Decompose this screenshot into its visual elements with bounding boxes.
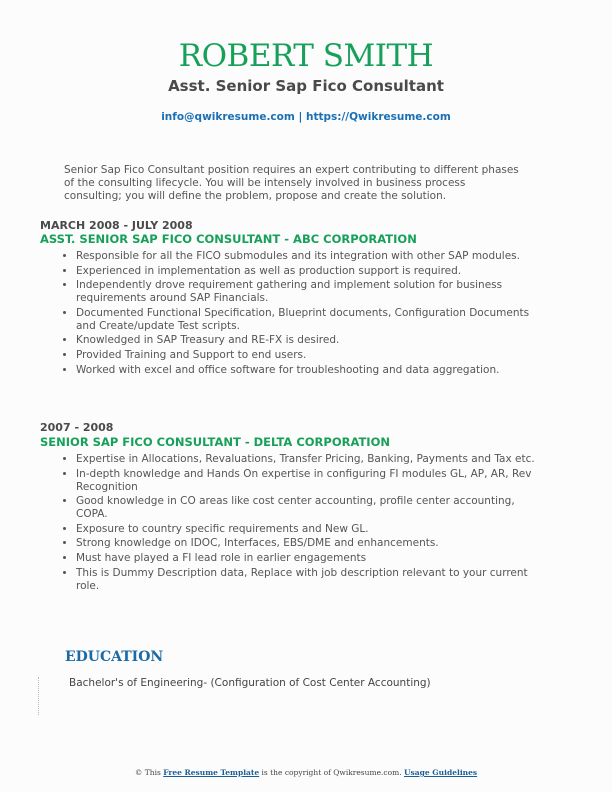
education-heading: EDUCATION [65, 649, 164, 665]
list-item: • Documented Functional Specification, Blueprint documents, Configuration Documents and Create/update Test scripts. [76, 307, 536, 333]
list-item: • Responsible for all the FICO submodules and its integration with other SAP modules. [76, 250, 536, 263]
divider [38, 677, 39, 715]
job-title: ASST. SENIOR SAP FICO CONSULTANT - ABC CORPORATION [40, 232, 417, 246]
job-dates: 2007 - 2008 [40, 421, 114, 434]
job-title: SENIOR SAP FICO CONSULTANT - DELTA CORPORATION [40, 435, 390, 449]
list-item: • Exposure to country specific requirements and New GL. [76, 523, 536, 536]
job-dates: MARCH 2008 - JULY 2008 [40, 219, 193, 232]
list-item: • Expertise in Allocations, Revaluations, Transfer Pricing, Banking, Payments and Tax etc. [76, 453, 536, 466]
job-bullets [62, 250, 536, 378]
list-item: • Knowledged in SAP Treasury and RE-FX is desired. [76, 334, 536, 347]
list-item: • Experienced in implementation as well as production support is required. [76, 265, 536, 278]
footer-text: is the copyright of Qwikresume.com. [259, 768, 405, 777]
list-item: • Worked with excel and office software for troubleshooting and data aggregation. [76, 364, 536, 377]
usage-guidelines-link[interactable]: Usage Guidelines [404, 768, 478, 777]
education-entry: Bachelor's of Engineering- (Configuration of Cost Center Accounting) [69, 677, 431, 689]
list-item: • Strong knowledge on IDOC, Interfaces, EBS/DME and enhancements. [76, 537, 536, 550]
list-item: • Must have played a FI lead role in earlier engagements [76, 552, 536, 565]
list-item: • Independently drove requirement gathering and implement solution for business requirements around SAP Financials. [76, 279, 536, 305]
contact-line [0, 111, 612, 123]
email-link[interactable]: info@qwikresume.com [161, 111, 295, 123]
list-item: • This is Dummy Description data, Replace with job description relevant to your current role. [76, 567, 536, 593]
website-link[interactable]: https://Qwikresume.com [305, 111, 451, 123]
footer-text: © This [134, 768, 164, 777]
job-bullets [62, 453, 536, 594]
summary: Senior Sap Fico Consultant position requires an expert contributing to different phases of the consulting lifecycle. You will be intensely involved in business process consulting; you will define the problem, propose and create the solution. [64, 164, 519, 202]
free-template-link[interactable]: Free Resume Template [163, 768, 260, 777]
footer [0, 768, 612, 777]
candidate-name: ROBERT SMITH [178, 38, 434, 74]
list-item: • Provided Training and Support to end users. [76, 349, 536, 362]
separator: | [294, 111, 306, 123]
candidate-title: Asst. Senior Sap Fico Consultant [168, 77, 444, 95]
list-item: • Good knowledge in CO areas like cost center accounting, profile center accounting, COPA. [76, 495, 536, 521]
list-item: • In-depth knowledge and Hands On expertise in configuring FI modules GL, AP, AR, Rev Recognition [76, 468, 536, 494]
